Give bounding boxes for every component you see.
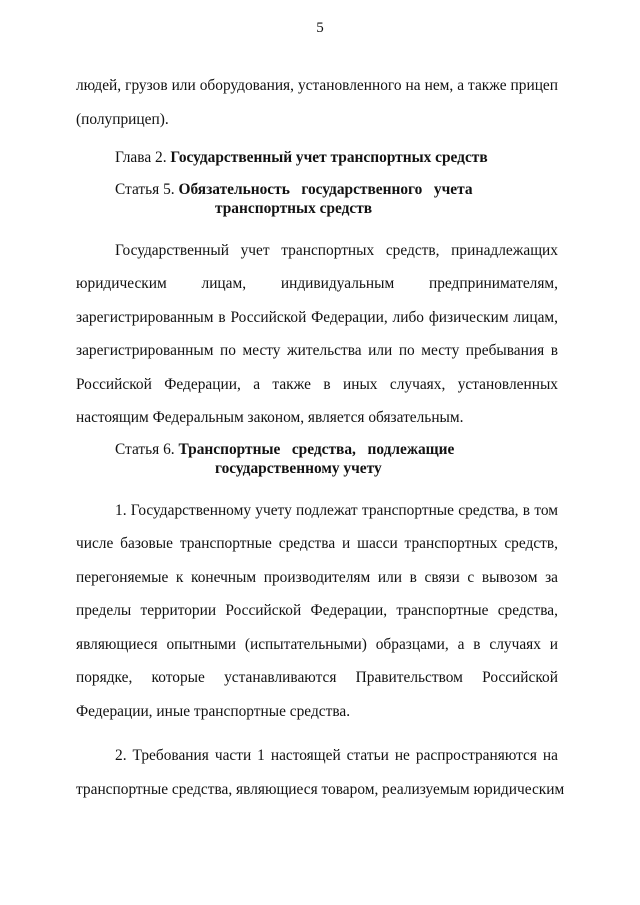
article-6-part-1 [76,494,558,729]
text-line: настоящим Федеральным законом, является обязательным. [76,409,464,426]
text-line: пределы территории Российской Федерации, транспортные средства, [76,602,558,619]
text-line: юридическим лицам, индивидуальным предпринимателям, [76,275,558,292]
intro-paragraph [76,69,558,136]
article-6-part-2 [76,739,565,806]
document-body [76,69,565,806]
text-line: порядке, которые устанавливаются Правительством Российской [76,669,558,686]
chapter-title: Государственный учет транспортных средств [170,149,488,166]
text-line: транспортные средства, являющиеся товаром, реализуемым юридическим [76,780,565,798]
article-5-label: Статья 5. [115,180,175,198]
article-6-title: Транспортные средства, подлежащие [178,440,455,458]
text-line: зарегистрированным по месту жительства или по месту пребывания в [76,342,558,359]
text-line: людей, грузов или оборудования, установленного на нем, а также прицеп [76,77,558,94]
text-line: Государственный учет транспортных средств, принадлежащих [115,241,558,259]
article-5-title: Обязательность государственного учета [178,180,473,198]
article-6-heading [76,440,558,478]
article-6-label: Статья 6. [115,440,175,458]
article-5-heading [76,180,558,218]
text-line: числе базовые транспортные средства и шасси транспортных средств, [76,535,558,552]
chapter-heading [76,141,558,175]
text-line: являющиеся опытными (испытательными) образцами, а в случаях и [76,635,558,653]
text-line: Федерации, иные транспортные средства. [76,702,351,720]
text-line: (полуприцеп). [76,110,169,128]
article-6-title-continued: государственному учету [215,459,382,477]
page-number: 5 [316,20,324,36]
chapter-label: Глава 2. [115,149,167,166]
text-line: Российской Федерации, а также в иных случаях, установленных [76,375,558,393]
text-line: перегоняемые к конечным производителям или в связи с вывозом за [76,568,558,586]
text-line: 1. Государственному учету подлежат транспортные средства, в том [115,501,558,519]
text-line: 2. Требования части 1 настоящей статьи не распространяются на [115,747,558,764]
article-5-paragraph [76,234,558,435]
text-line: зарегистрированным в Российской Федерации, либо физическим лицам, [76,308,558,326]
article-5-title-continued: транспортных средств [215,199,373,217]
